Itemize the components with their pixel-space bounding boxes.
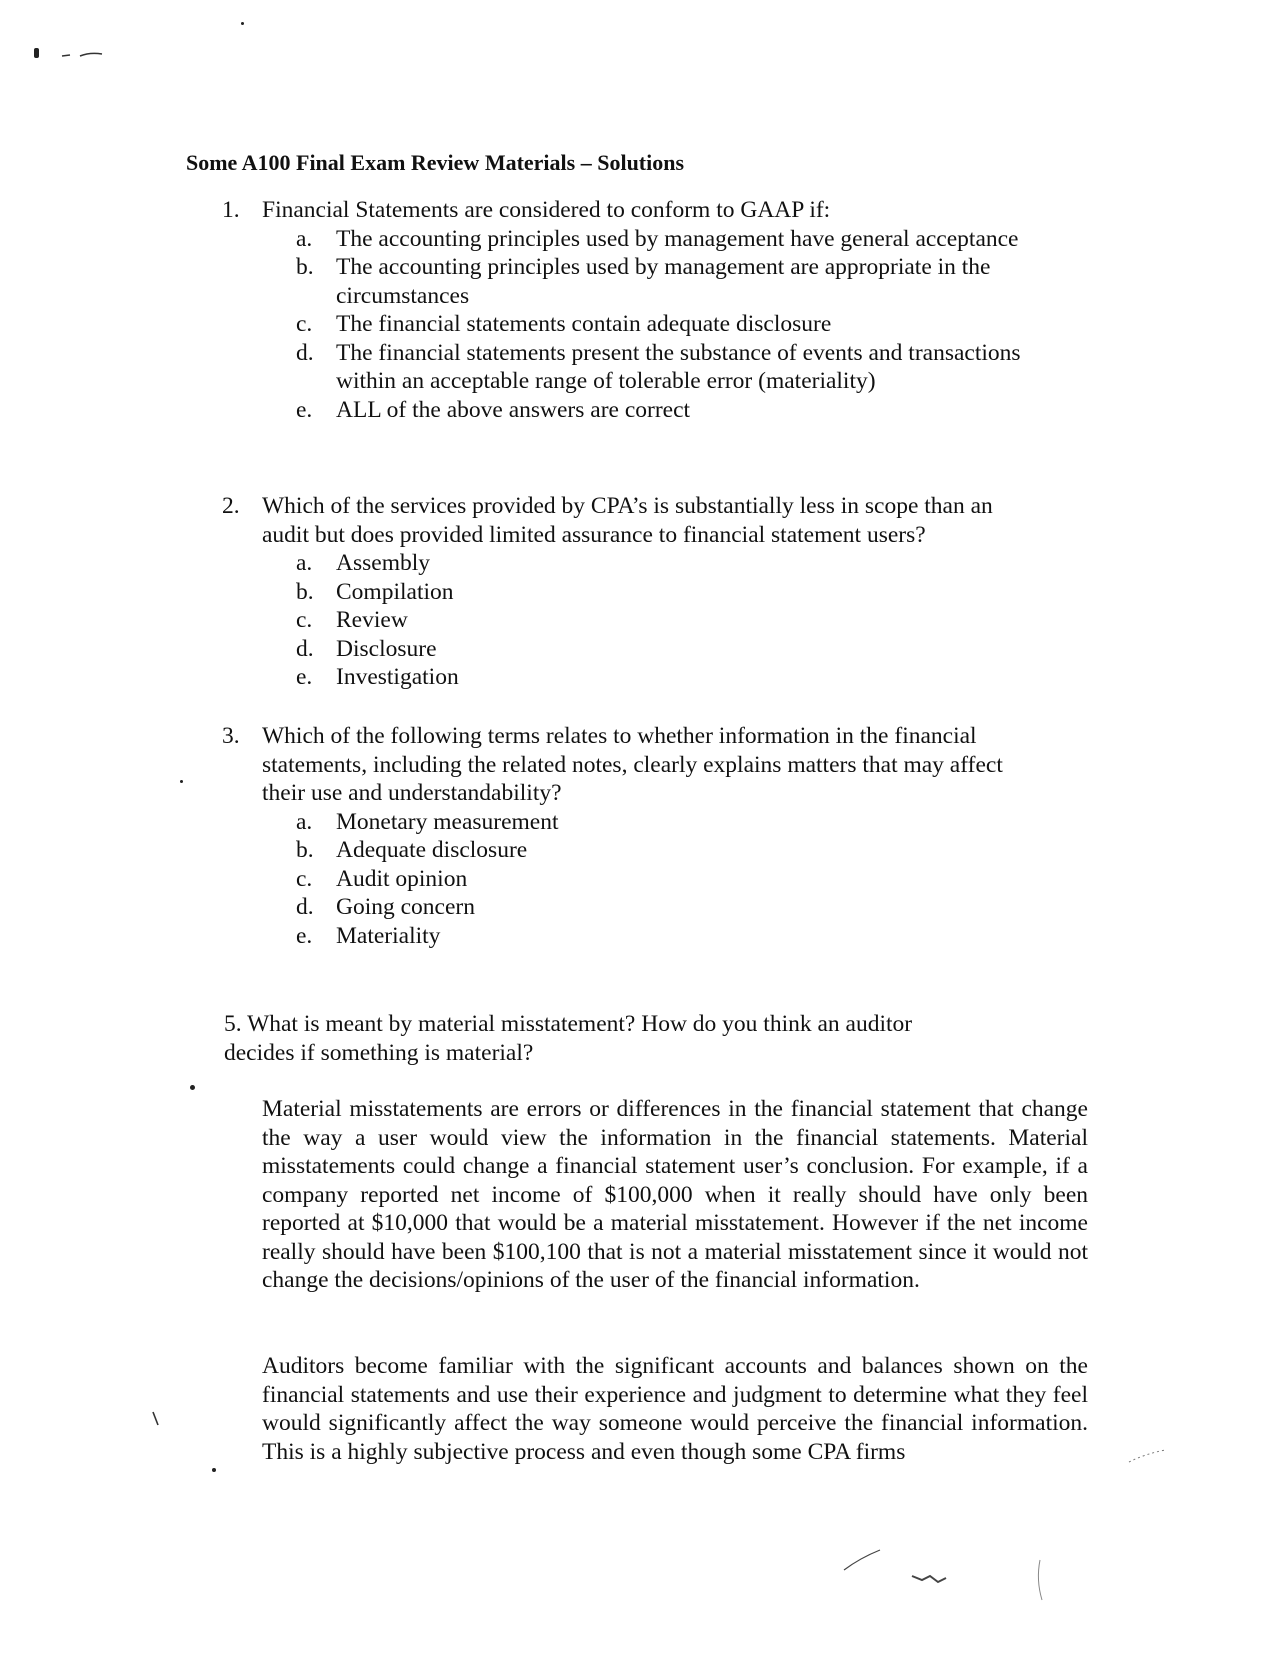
scan-speck [34, 48, 39, 58]
option-letter: a. [296, 550, 313, 576]
answer-paragraph-1: Material misstatements are errors or differences in the financial statement that change the way a user would view the information in the financial statements. Material misstatements could change a financial statement user’s conclusion. For example, if a company reported net income of $100,000 when it really should have only been reported at $10,000 that would be a material misstatement. However if the net income really should have been $100,100 that is not a material misstatement since it would not change the decisions/opinions of the user of the financial information. [262, 1096, 1088, 1293]
option-list [222, 225, 1082, 425]
scan-mark [1125, 1440, 1175, 1470]
option-text: The financial statements contain adequate disclosure [336, 311, 832, 337]
question-number: 3. [222, 723, 240, 749]
option-item [222, 549, 1082, 578]
option-letter: d. [296, 635, 314, 662]
question-3 [222, 722, 1082, 950]
option-item [222, 225, 1082, 254]
option-text: Review [336, 607, 408, 633]
question-text: Which of the services provided by CPA’s is substantially less in scope than an audit but does provided limited assurance to financial statement users? [262, 493, 993, 548]
answer-paragraph-2: Auditors become familiar with the significant accounts and balances shown on the financial statements and use their experience and judgment to determine what they feel would significantly affect the way someone would perceive the financial information. This is a highly subjective process and even though some CPA firms [262, 1353, 1088, 1465]
option-text: Materiality [336, 922, 441, 949]
option-text: Disclosure [336, 635, 437, 662]
option-letter: e. [296, 396, 313, 423]
option-text: Going concern [336, 894, 475, 920]
option-item [222, 578, 1082, 607]
option-text: Assembly [336, 550, 430, 576]
option-text: Adequate disclosure [336, 837, 528, 863]
option-item [222, 808, 1082, 837]
scan-mark [840, 1540, 1070, 1610]
option-text: Investigation [336, 664, 459, 690]
scan-mark [60, 48, 110, 60]
option-letter: a. [296, 225, 313, 252]
option-letter: b. [296, 578, 314, 605]
scan-speck [190, 1085, 195, 1090]
option-text: Audit opinion [336, 865, 468, 892]
option-item [222, 310, 1082, 339]
page-title: Some A100 Final Exam Review Materials – Solutions [186, 150, 685, 175]
option-letter: c. [296, 865, 313, 892]
option-item [222, 893, 1082, 922]
question-text: Which of the following terms relates to whether information in the financial statements, including the related notes, clearly explains matters that may affect their use and understandability? [262, 723, 1003, 806]
option-letter: c. [296, 311, 313, 337]
scan-speck [241, 22, 244, 25]
option-list [222, 549, 1082, 692]
option-letter: d. [296, 339, 314, 366]
question-5-text: 5. What is meant by material misstatement? How do you think an auditor decides if something is material? [224, 1011, 913, 1066]
option-item [222, 253, 1082, 310]
scan-mark [150, 1410, 162, 1428]
question-number: 1. [222, 197, 240, 223]
question-text: Financial Statements are considered to conform to GAAP if: [262, 197, 831, 223]
option-item [222, 339, 1082, 396]
question-number: 2. [222, 493, 240, 519]
option-list [222, 808, 1082, 951]
option-letter: d. [296, 894, 314, 920]
option-item [222, 606, 1082, 635]
scan-speck [180, 780, 183, 783]
option-text: The accounting principles used by management have general acceptance [336, 225, 1019, 252]
option-item [222, 635, 1082, 664]
option-text: The accounting principles used by management are appropriate in the circumstances [336, 254, 991, 309]
option-letter: b. [296, 254, 314, 280]
option-letter: c. [296, 607, 313, 633]
option-item [222, 922, 1082, 951]
scan-speck [212, 1468, 216, 1472]
option-letter: a. [296, 808, 313, 835]
question-2 [222, 492, 1082, 692]
option-letter: e. [296, 922, 313, 949]
option-letter: b. [296, 837, 314, 863]
option-item [222, 865, 1082, 894]
option-letter: e. [296, 664, 313, 690]
option-text: Monetary measurement [336, 808, 559, 835]
option-item [222, 663, 1082, 692]
option-text: The financial statements present the substance of events and transactions within an acceptable range of tolerable error (materiality) [336, 339, 1021, 394]
option-item [222, 836, 1082, 865]
option-item [222, 396, 1082, 425]
option-text: ALL of the above answers are correct [336, 396, 691, 423]
option-text: Compilation [336, 578, 454, 605]
question-1 [222, 196, 1082, 424]
